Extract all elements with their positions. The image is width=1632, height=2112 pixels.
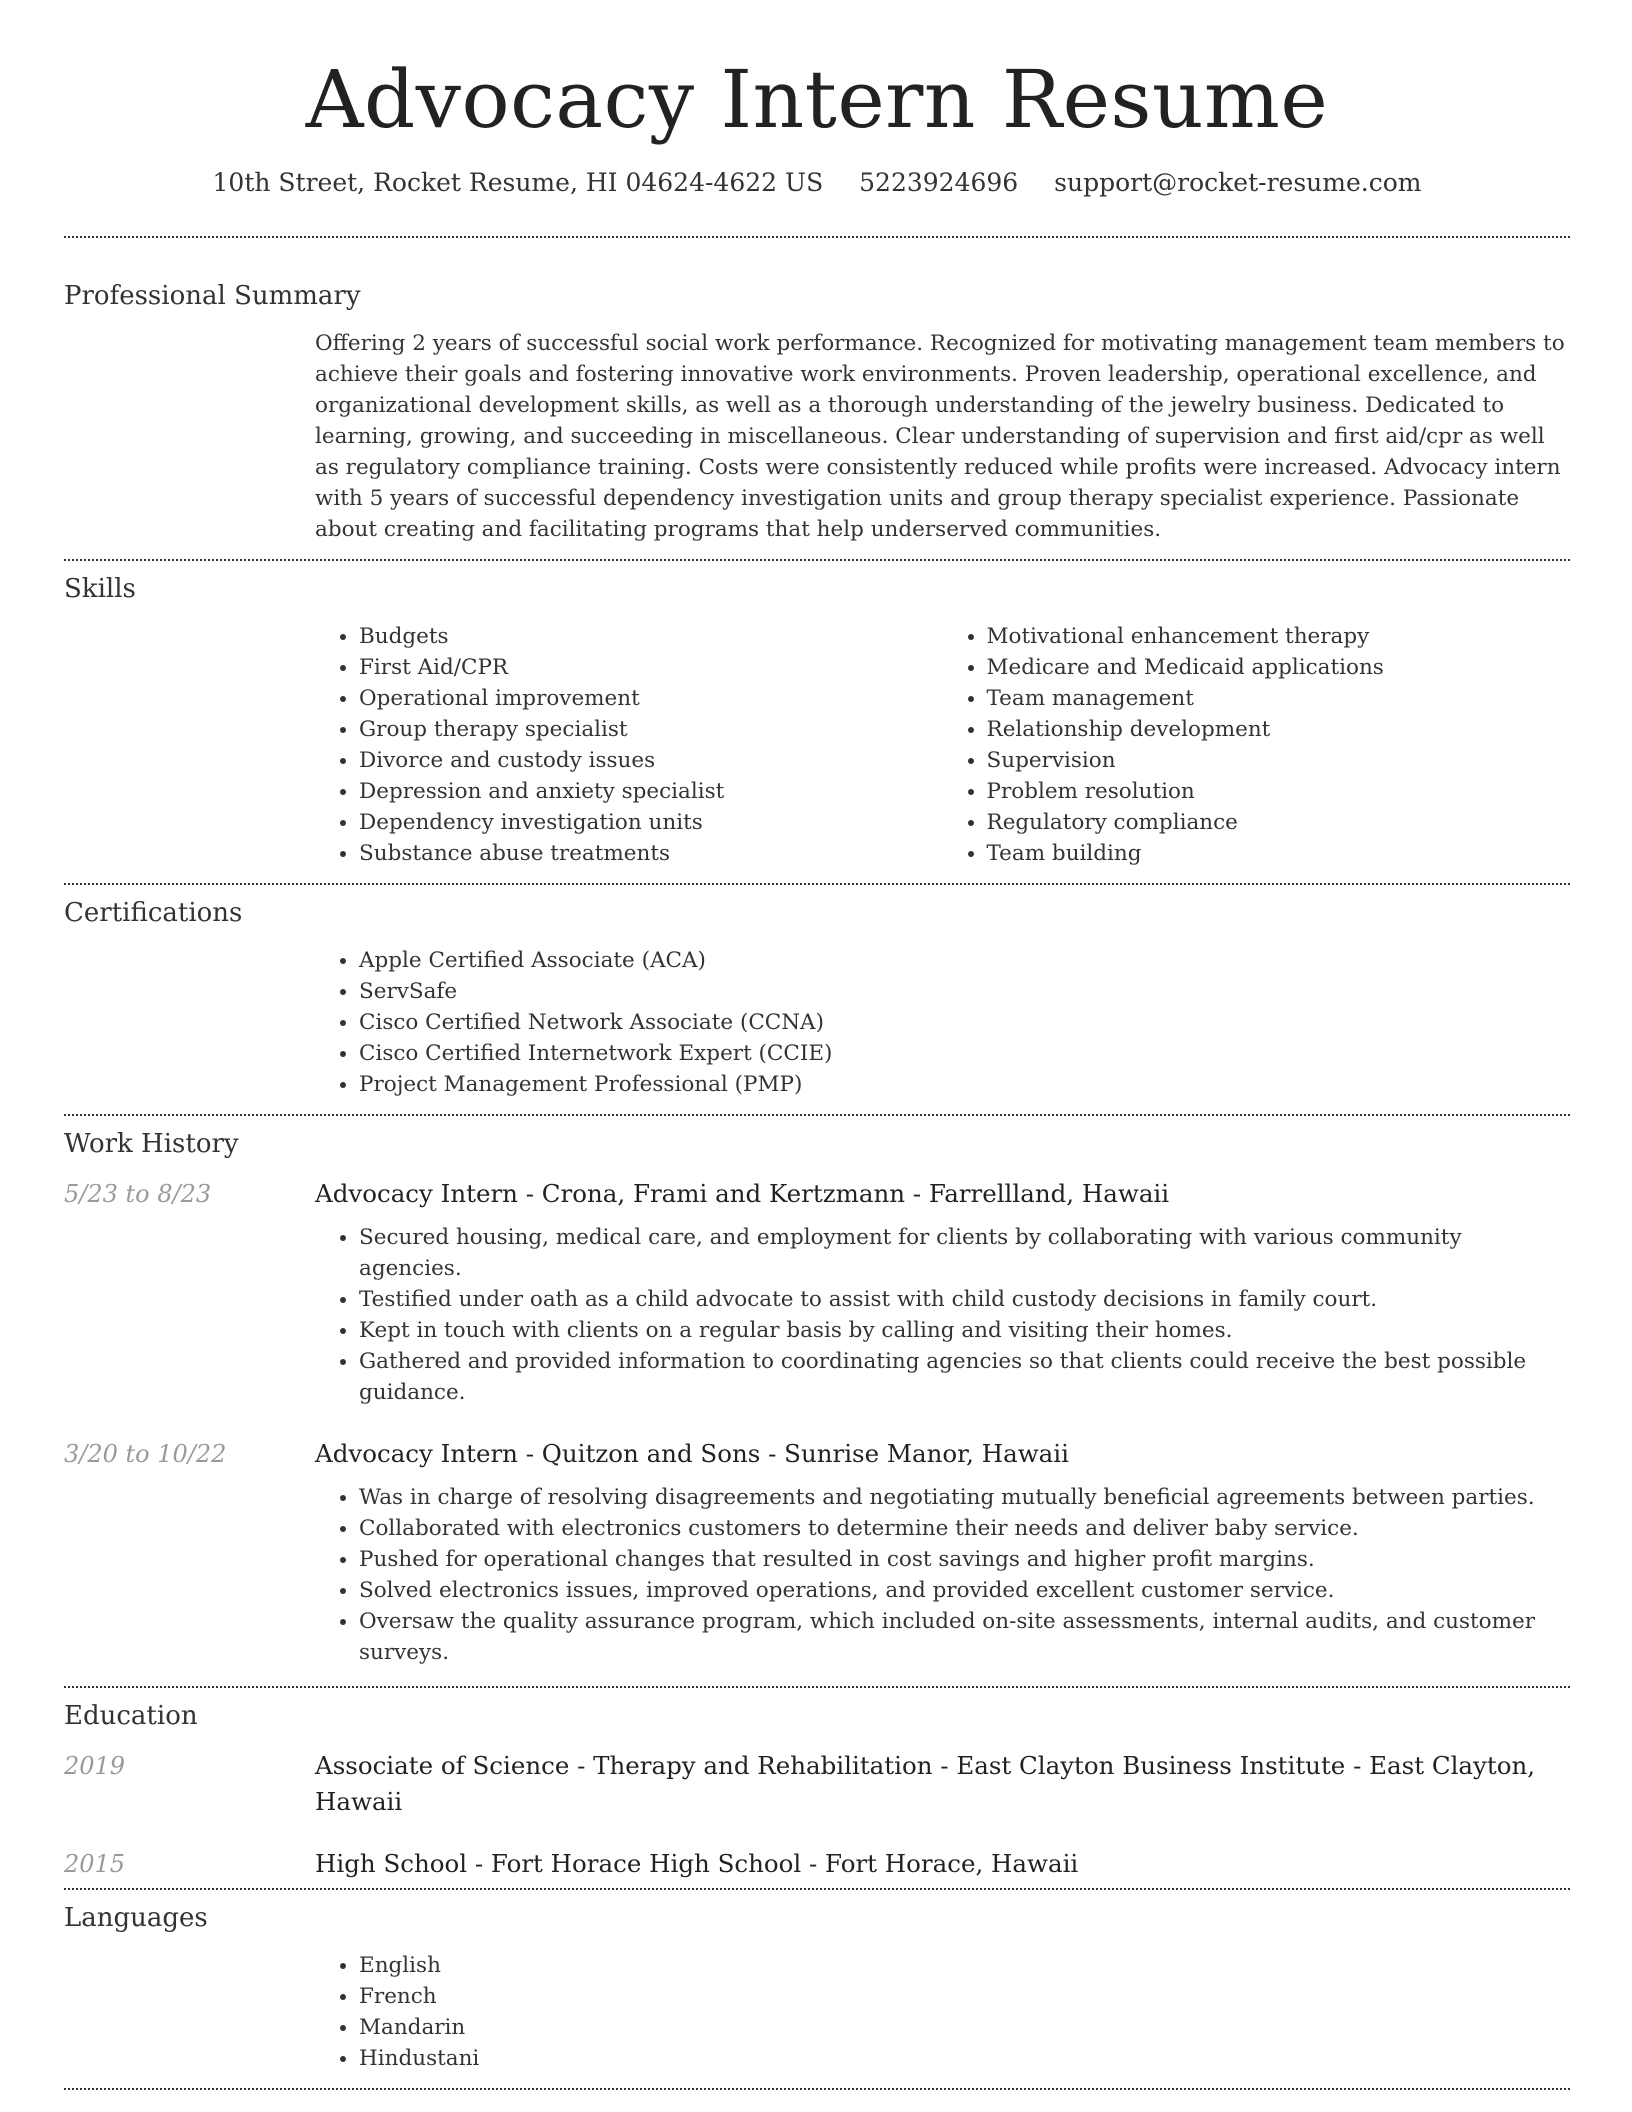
- language-item: • Hindustani: [359, 2043, 1570, 2074]
- education-section: [64, 1688, 1570, 1888]
- education-entry: [64, 1748, 1570, 1820]
- job-entry: [64, 1436, 1570, 1668]
- job-bullets: [315, 1482, 1570, 1668]
- education-date: 2019: [64, 1752, 126, 1780]
- education-entry: [64, 1846, 1570, 1882]
- language-item: • English: [359, 1950, 1570, 1981]
- education-heading: High School - Fort Horace High School - Fort Horace, Hawaii: [315, 1849, 1079, 1878]
- job-bullet: • Pushed for operational changes that resulted in cost savings and higher profit margins.: [359, 1544, 1570, 1575]
- certification-item: • Cisco Certified Internetwork Expert (CCIE): [359, 1038, 1570, 1069]
- contact-line: [64, 166, 1570, 200]
- certifications-title: Certifications: [64, 898, 243, 928]
- job-bullet: • Secured housing, medical care, and employment for clients by collaborating with various community agencies.: [359, 1222, 1570, 1284]
- job-date: 3/20 to 10/22: [64, 1440, 227, 1468]
- education-date: 2015: [64, 1850, 126, 1878]
- skill-item: • Depression and anxiety specialist: [359, 776, 943, 807]
- skill-item: • First Aid/CPR: [359, 652, 943, 683]
- certifications-list: [315, 945, 1570, 1100]
- contact-phone: 5223924696: [859, 168, 1019, 197]
- job-bullet: • Solved electronics issues, improved operations, and provided excellent customer service.: [359, 1575, 1570, 1606]
- job-bullet: • Was in charge of resolving disagreements and negotiating mutually beneficial agreements between parties.: [359, 1482, 1570, 1513]
- job-bullet: • Testified under oath as a child advocate to assist with child custody decisions in family court.: [359, 1284, 1570, 1315]
- certification-item: • ServSafe: [359, 976, 1570, 1007]
- job-bullets: [315, 1222, 1570, 1408]
- certification-item: • Apple Certified Associate (ACA): [359, 945, 1570, 976]
- skill-item: • Team building: [987, 838, 1571, 869]
- job-date: 5/23 to 8/23: [64, 1180, 212, 1208]
- summary-text: Offering 2 years of successful social work performance. Recognized for motivating management team members to achieve their goals and fostering innovative work environments. Proven leadership, operational excellence, and organizational development skills, as well as a thorough understanding of the jewelry business. Dedicated to learning, growing, and succeeding in miscellaneous. Clear understanding of supervision and first aid/cpr as well as regulatory compliance training. Costs were consistently reduced while profits were increased. Advocacy intern with 5 years of successful dependency investigation units and group therapy specialist experience. Passionate about creating and facilitating programs that help underserved communities.: [315, 331, 1565, 542]
- skills-section: [64, 561, 1570, 883]
- summary-title: Professional Summary: [64, 281, 361, 311]
- job-heading: Advocacy Intern - Crona, Frami and Kertzmann - Farrellland, Hawaii: [315, 1179, 1170, 1208]
- language-item: • French: [359, 1981, 1570, 2012]
- section-divider: [64, 2088, 1570, 2090]
- certification-item: • Project Management Professional (PMP): [359, 1069, 1570, 1100]
- skill-item: • Divorce and custody issues: [359, 745, 943, 776]
- certifications-section: [64, 885, 1570, 1114]
- job-bullet: • Oversaw the quality assurance program, which included on-site assessments, internal audits, and customer surveys.: [359, 1606, 1570, 1668]
- skills-title: Skills: [64, 574, 136, 604]
- language-item: • Mandarin: [359, 2012, 1570, 2043]
- skill-item: • Medicare and Medicaid applications: [987, 652, 1571, 683]
- languages-list: [315, 1950, 1570, 2074]
- education-title: Education: [64, 1701, 198, 1731]
- job-bullet: • Gathered and provided information to coordinating agencies so that clients could receive the best possible guidance.: [359, 1346, 1570, 1408]
- resume-page: [64, 0, 1570, 2090]
- skill-item: • Group therapy specialist: [359, 714, 943, 745]
- skill-item: • Team management: [987, 683, 1571, 714]
- skill-item: • Substance abuse treatments: [359, 838, 943, 869]
- job-bullet: • Kept in touch with clients on a regular basis by calling and visiting their homes.: [359, 1315, 1570, 1346]
- skills-list-left: [315, 621, 943, 869]
- job-entry: [64, 1176, 1570, 1408]
- skills-list-right: [943, 621, 1571, 869]
- skill-item: • Budgets: [359, 621, 943, 652]
- skill-item: • Problem resolution: [987, 776, 1571, 807]
- skill-item: • Operational improvement: [359, 683, 943, 714]
- skill-item: • Motivational enhancement therapy: [987, 621, 1571, 652]
- summary-section: [64, 238, 1570, 559]
- languages-title: Languages: [64, 1903, 208, 1933]
- job-bullet: • Collaborated with electronics customers to determine their needs and deliver baby service.: [359, 1513, 1570, 1544]
- job-heading: Advocacy Intern - Quitzon and Sons - Sunrise Manor, Hawaii: [315, 1439, 1069, 1468]
- certification-item: • Cisco Certified Network Associate (CCNA): [359, 1007, 1570, 1038]
- skill-item: • Relationship development: [987, 714, 1571, 745]
- languages-section: [64, 1890, 1570, 2088]
- work-history-section: [64, 1116, 1570, 1686]
- skill-item: • Supervision: [987, 745, 1571, 776]
- work-history-title: Work History: [64, 1129, 239, 1159]
- education-heading: Associate of Science - Therapy and Rehabilitation - East Clayton Business Institute - East Clayton, Hawaii: [315, 1751, 1536, 1816]
- skill-item: • Dependency investigation units: [359, 807, 943, 838]
- contact-email: support@rocket-resume.com: [1054, 168, 1422, 197]
- skill-item: • Regulatory compliance: [987, 807, 1571, 838]
- contact-address: 10th Street, Rocket Resume, HI 04624-4622 US: [212, 168, 824, 197]
- resume-title: Advocacy Intern Resume: [305, 53, 1329, 146]
